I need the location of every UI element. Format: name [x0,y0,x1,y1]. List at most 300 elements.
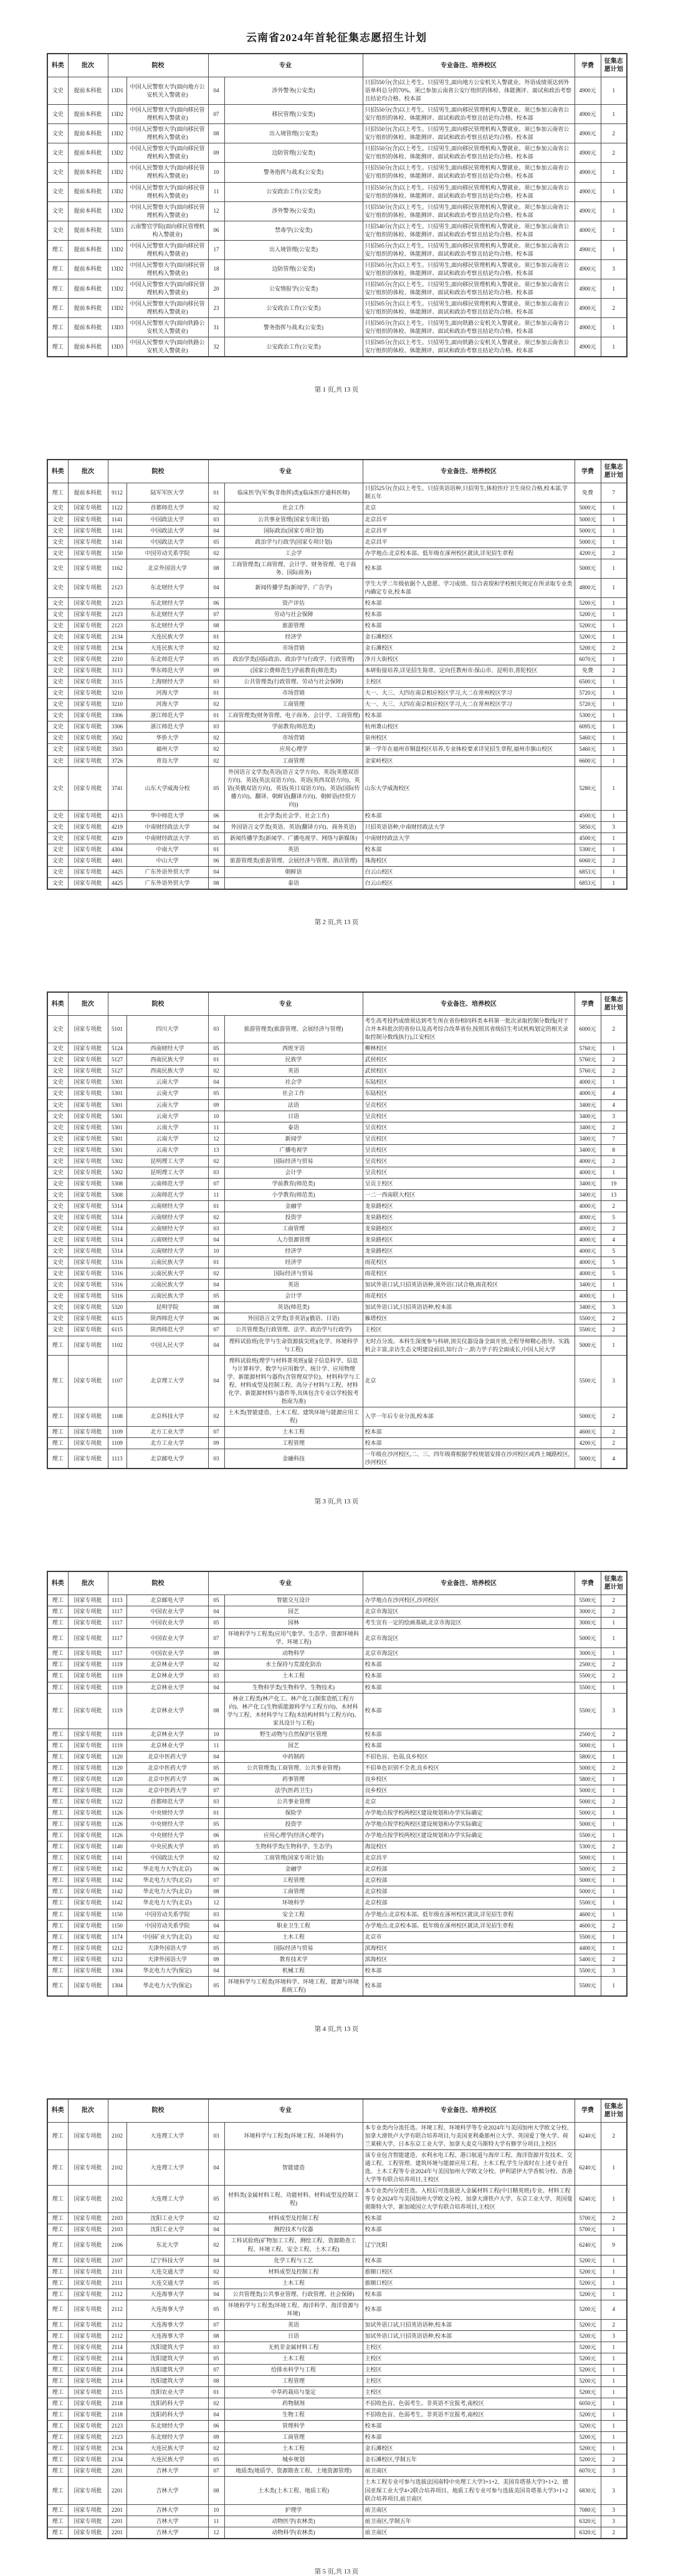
subject-cell: 理工 [47,1853,68,1864]
subject-cell: 文史 [47,1111,68,1122]
subject-cell: 文史 [47,832,68,844]
college-code-cell: 1119 [108,1659,126,1671]
subject-cell: 理工 [47,1618,68,1629]
college-name-cell: 陆军军医大学 [126,483,208,503]
remark-cell: 办学地点在沙河校区,沙河校区 [363,1595,575,1606]
batch-cell: 国家专项批 [68,2122,108,2149]
major-name-cell: 工商管理 [224,1886,363,1898]
fee-cell: 4000元 [575,1200,601,1212]
plan-count-cell: 3 [601,1693,627,1729]
plan-count-cell: 1 [601,710,627,721]
fee-cell: 4000元 [575,1077,601,1088]
batch-cell: 国家专项批 [68,1099,108,1111]
table-row [47,483,627,503]
batch-cell: 国家专项批 [68,1797,108,1808]
batch-cell: 国家专项批 [68,677,108,688]
college-name-cell: 大连民族大学 [126,2443,208,2454]
fee-cell: 5460元 [575,744,601,755]
column-header: 院校 [108,992,208,1016]
batch-cell: 国家专项批 [68,1965,108,1976]
subject-cell: 理工 [47,1693,68,1729]
table-row [47,1407,627,1426]
subject-cell: 理工 [47,279,68,298]
remark-cell: 办学地点:北京校本部。低年级在涿州校区就读,详见招生章程 [363,1920,575,1931]
remark-cell: 只招505分(含)以上考生。只招男生,面向移民管理机构入警就业。须已参加云南省公安厅组织的体检、体能测评、面试和政治考察且结论均合格。校本部 [363,299,575,318]
plan-count-cell: 2 [601,1324,627,1336]
table-row [47,710,627,721]
college-code-cell: 5127 [108,1066,126,1077]
batch-cell: 提前本科批 [68,182,108,201]
major-code-cell: 02 [208,2443,224,2454]
college-code-cell: 2107 [108,2255,126,2266]
fee-cell: 4000元 [575,1268,601,1280]
batch-cell: 国家专项批 [68,2150,108,2186]
fee-cell: 4800元 [575,578,601,597]
subject-cell: 理工 [47,2353,68,2364]
batch-cell: 国家专项批 [68,1875,108,1886]
college-code-cell: 1142 [108,1875,126,1886]
subject-cell: 文史 [47,1122,68,1133]
batch-cell: 国家专项批 [68,688,108,699]
college-name-cell: 东北财经大学 [126,2432,208,2443]
remark-cell: 呈贡校区 [363,1111,575,1122]
college-code-cell: 5301 [108,1122,126,1133]
major-name-cell: 禁毒学(公安类) [224,221,363,240]
major-code-cell: 05 [208,2353,224,2364]
table-row [47,1965,627,1976]
remark-cell: 只招505分(含)以上考生。只招男生,面向铁路公安机关入警就业。须已参加云南省公安厅组织的体检、体能测评、面试和政治考察且结论均合格。校本部 [363,337,575,357]
major-name-cell: 泰语 [224,1122,363,1133]
table-row [47,2330,627,2342]
major-name-cell: 资产评估 [224,597,363,609]
college-code-cell: 4425 [108,878,126,890]
subject-cell: 理工 [47,2410,68,2421]
subject-cell: 文史 [47,1088,68,1099]
college-name-cell: 华中师范大学 [126,810,208,821]
remark-cell: 龙泉路校区 [363,1223,575,1235]
college-code-cell: 4213 [108,810,126,821]
plan-count-cell: 1 [601,810,627,821]
batch-cell: 国家专项批 [68,2504,108,2516]
major-name-cell: (国家公费师范生)学前教育(师范类) [224,665,363,677]
subject-cell: 文史 [47,710,68,721]
major-code-cell: 02 [208,1268,224,1280]
college-name-cell: 大连民族大学 [126,632,208,643]
subject-cell: 理工 [47,337,68,357]
major-code-cell: 03 [208,1016,224,1043]
table-row [47,2289,627,2300]
fee-cell: 5200元 [575,597,601,609]
fee-cell: 5200元 [575,2255,601,2266]
major-code-cell: 04 [208,1682,224,1693]
plan-count-cell: 1 [601,867,627,878]
subject-cell: 文史 [47,143,68,163]
batch-cell: 国家专项批 [68,1133,108,1144]
major-name-cell: 外国语言文学类(英语、英语(翻译方向)、商务英语) [224,821,363,832]
major-code-cell: 04 [208,1336,224,1355]
batch-cell: 国家专项批 [68,710,108,721]
college-name-cell: 北京理工大学 [126,1355,208,1407]
major-name-cell: 社会工作 [224,1088,363,1099]
major-code-cell: 01 [208,1257,224,1268]
table-row [47,2387,627,2398]
major-name-cell: 公安政治工作(公安类) [224,299,363,318]
fee-cell: 5720元 [575,688,601,699]
college-code-cell: 1174 [108,1931,126,1942]
table-row [47,1595,627,1606]
college-code-cell: 1122 [108,503,126,514]
college-code-cell: 5314 [108,1200,126,1212]
major-name-cell: 投资学 [224,1212,363,1223]
major-code-cell: 17 [208,240,224,259]
plan-count-cell: 1 [601,1886,627,1898]
major-name-cell: 新闻学 [224,1133,363,1144]
plan-count-cell: 1 [601,1291,627,1302]
remark-cell: 一二一西南联大校区 [363,1189,575,1200]
major-name-cell: 学前教育(师范类) [224,1178,363,1189]
table-row [47,2122,627,2149]
fee-cell: 5760元 [575,1066,601,1077]
table-row [47,2432,627,2443]
subject-cell: 理工 [47,259,68,279]
major-code-cell: 12 [208,1898,224,1909]
plan-count-cell: 1 [601,1808,627,1819]
page-number-footer: 第 5 页,共 13 页 [314,2568,359,2575]
major-code-cell: 05 [208,2186,224,2213]
plan-count-cell: 7 [601,483,627,503]
column-header: 专业 [208,992,363,1016]
college-name-cell: 华东师范大学 [126,665,208,677]
major-code-cell: 08 [208,1302,224,1313]
fee-cell: 4400元 [575,1942,601,1954]
remark-cell: 旅顺口校区 [363,2266,575,2277]
college-name-cell: 北京中医药大学 [126,1762,208,1773]
subject-cell: 文史 [47,620,68,631]
batch-cell: 国家专项批 [68,1819,108,1830]
plan-count-cell: 1 [601,755,627,766]
plan-count-cell: 1 [601,1043,627,1054]
fee-cell: 5500元 [575,1324,601,1336]
batch-cell: 国家专项批 [68,1122,108,1133]
remark-cell: 校本部 [363,2300,575,2319]
fee-cell: 5200元 [575,2376,601,2387]
major-code-cell: 02 [208,755,224,766]
table-row [47,503,627,514]
subject-cell: 理工 [47,2319,68,2330]
major-code-cell: 04 [208,1280,224,1291]
batch-cell: 国家专项批 [68,2410,108,2421]
major-code-cell: 04 [208,1606,224,1618]
college-name-cell: 北京科技大学 [126,1407,208,1426]
batch-cell: 国家专项批 [68,1246,108,1257]
plan-count-cell: 2 [601,1606,627,1618]
major-code-cell: 11 [208,1189,224,1200]
subject-cell: 理工 [47,1595,68,1606]
plan-count-cell: 19 [601,1178,627,1189]
subject-cell: 文史 [47,810,68,821]
table-row [47,559,627,578]
plan-count-cell: 1 [601,240,627,259]
college-name-cell: 中山大学 [126,856,208,867]
plan-count-cell: 4 [601,1088,627,1099]
remark-cell: 东陆校区 [363,1077,575,1088]
major-code-cell: 02 [208,2213,224,2224]
fee-cell: 4900元 [575,124,601,143]
fee-cell: 3400元 [575,1144,601,1155]
major-code-cell: 18 [208,259,224,279]
remark-cell: 校本部 [363,1693,575,1729]
remark-cell: 柳林校区 [363,1043,575,1054]
fee-cell: 5500元 [575,1976,601,1996]
remark-cell: 主校区 [363,2342,575,2353]
plan-count-cell: 3 [601,259,627,279]
college-code-cell: 4425 [108,867,126,878]
table-row [47,259,627,279]
subject-cell: 理工 [47,1355,68,1407]
batch-cell: 国家专项批 [68,2466,108,2477]
subject-cell: 理工 [47,1426,68,1437]
major-code-cell: 06 [208,810,224,821]
subject-cell: 理工 [47,1875,68,1886]
college-code-cell: 2123 [108,620,126,631]
table-row [47,1853,627,1864]
batch-cell: 国家专项批 [68,856,108,867]
major-name-cell: 国际经济与贸易 [224,1155,363,1167]
fee-cell: 5000元 [575,1875,601,1886]
college-name-cell: 中国劳动关系学院 [126,1920,208,1931]
major-name-cell: 环境科学 [224,1898,363,1909]
table-row [47,844,627,855]
batch-cell: 国家专项批 [68,632,108,643]
remark-cell: 不招单色识别不全者,良乡校区 [363,1762,575,1773]
subject-cell: 文史 [47,1235,68,1246]
remark-cell: 武侯校区 [363,1054,575,1066]
table-row [47,2342,627,2353]
batch-cell: 国家专项批 [68,832,108,844]
college-code-cell: 13D2 [108,143,126,163]
plan-count-cell: 2 [601,548,627,559]
major-name-cell: 社会学 [224,1077,363,1088]
batch-cell: 国家专项批 [68,1178,108,1189]
fee-cell: 6240元 [575,2150,601,2186]
major-name-cell: 移民管理(公安类) [224,105,363,124]
college-name-cell: 中国政法大学 [126,536,208,548]
header-row [47,1571,627,1595]
college-code-cell: 2123 [108,597,126,609]
plan-count-cell: 3 [601,1302,627,1313]
subject-cell: 理工 [47,1864,68,1875]
major-code-cell: 01 [208,2387,224,2398]
subject-cell: 文史 [47,1016,68,1043]
fee-cell: 5300元 [575,844,601,855]
major-code-cell: 03 [208,1449,224,1469]
college-code-cell: 2102 [108,2186,126,2213]
college-code-cell: 53D3 [108,221,126,240]
college-name-cell: 河海大学 [126,688,208,699]
table-row [47,766,627,810]
plan-count-cell: 3 [601,2516,627,2527]
remark-cell: 金石滩校区 [363,2443,575,2454]
major-name-cell: 工商管理(国家专项计划) [224,1853,363,1864]
batch-cell: 提前本科批 [68,259,108,279]
fee-cell: 5000元 [575,514,601,525]
college-name-cell: 中国人民大学 [126,1336,208,1355]
fee-cell: 6000元 [575,1016,601,1043]
subject-cell: 理工 [47,2255,68,2266]
major-code-cell: 05 [208,1976,224,1996]
enrollment-plan-table [47,459,628,890]
major-code-cell: 07 [208,2466,224,2477]
table-row [47,525,627,536]
plan-count-cell: 2 [601,1595,627,1606]
remark-cell: 不招色盲、色弱,良乡校区 [363,1751,575,1762]
subject-cell: 文史 [47,643,68,654]
college-code-cell: 2123 [108,609,126,620]
college-name-cell: 大连理工大学 [126,2186,208,2213]
college-name-cell: 东北财经大学 [126,578,208,597]
plan-count-cell: 1 [601,2186,627,2213]
major-name-cell: 教育技术学 [224,1954,363,1965]
batch-cell: 国家专项批 [68,1111,108,1122]
college-name-cell: 中国人民警察大学(面向移民管理机构入警就业) [126,279,208,298]
college-name-cell: 云南财经大学 [126,1246,208,1257]
enrollment-plan-table [47,53,628,357]
fee-cell: 5000元 [575,525,601,536]
major-name-cell: 土木工程 [224,2277,363,2289]
table-row [47,632,627,643]
table-row [47,2410,627,2421]
remark-cell: 雨花校区 [363,1268,575,1280]
college-code-cell: 1119 [108,1671,126,1682]
table-row [47,514,627,525]
college-name-cell: 云南大学 [126,1111,208,1122]
college-name-cell: 山东大学威海分校 [126,766,208,810]
table-row [47,1189,627,1200]
batch-cell: 提前本科批 [68,483,108,503]
major-name-cell: 金融学 [224,1864,363,1875]
major-name-cell: 材料成型及控制工程 [224,2266,363,2277]
college-name-cell: 云南民族大学 [126,1268,208,1280]
plan-count-cell: 1 [601,318,627,337]
fee-cell: 5500元 [575,1313,601,1324]
major-code-cell: 05 [208,1942,224,1954]
table-row [47,2213,627,2224]
fee-cell: 4000元 [575,1155,601,1167]
major-code-cell: 04 [208,867,224,878]
college-name-cell: 东北财经大学 [126,620,208,631]
remark-cell: 良乡校区 [363,1773,575,1785]
remark-cell: 呈贡校区 [363,1155,575,1167]
college-code-cell: 1126 [108,1830,126,1841]
remark-cell: 本专业类内分流任选。环境工程、环境科学等专业2024年与美国加州大学欧文分校、加拿大滑铁卢大学有联合培养项目,与美国亚利桑那州立大学、英国爱丁堡大学、荷兰莱顿大学、日本东京工业大学、加拿大麦克马斯特大学有修学分项目,主校区 [363,2122,575,2149]
subject-cell: 理工 [47,1740,68,1751]
remark-cell: 金石滩校区 [363,643,575,654]
page-number-footer: 第 1 页,共 13 页 [314,387,359,394]
table-row [47,1313,627,1324]
batch-cell: 国家专项批 [68,821,108,832]
plan-count-cell: 2 [601,2454,627,2466]
major-code-cell: 07 [208,1426,224,1437]
college-code-cell: 2111 [108,2266,126,2277]
fee-cell: 4500元 [575,832,601,844]
major-code-cell: 04 [208,2150,224,2186]
plan-count-cell: 2 [601,1122,627,1133]
batch-cell: 国家专项批 [68,1954,108,1965]
table-row [47,620,627,631]
subject-cell: 文史 [47,1246,68,1257]
major-code-cell: 11 [208,182,224,201]
remark-cell: 只招英语语种,中南财经政法大学 [363,821,575,832]
college-name-cell: 北京邮电大学 [126,1595,208,1606]
subject-cell: 理工 [47,1942,68,1954]
plan-count-cell: 1 [601,2150,627,2186]
major-code-cell: 09 [208,2432,224,2443]
remark-cell: 呈贡校区 [363,1133,575,1144]
plan-count-cell: 1 [601,832,627,844]
plan-count-cell: 1 [601,2387,627,2398]
remark-cell: 雨花校区 [363,1291,575,1302]
college-name-cell: 中国农业大学 [126,1629,208,1648]
plan-count-cell: 3 [601,2330,627,2342]
remark-cell: 主校区 [363,2365,575,2376]
table-row [47,2236,627,2255]
batch-cell: 国家专项批 [68,1212,108,1223]
major-name-cell: 边防管理(公安类) [224,259,363,279]
plan-count-cell: 1 [601,2398,627,2410]
plan-count-cell: 1 [601,699,627,710]
header-row [47,54,627,77]
remark-cell: 只招550分(含)以上考生。只招男生,面向移民管理机构入警就业。须已参加云南省公安厅组织的体检、体能测评、面试和政治考察且结论均合格。校本部 [363,201,575,221]
college-code-cell: 1142 [108,1886,126,1898]
college-code-cell: 2201 [108,2516,126,2527]
college-name-cell: 浙江师范大学 [126,710,208,721]
batch-cell: 国家专项批 [68,1449,108,1469]
college-code-cell: 3741 [108,766,126,810]
subject-cell: 文史 [47,182,68,201]
major-name-cell: 金融学 [224,1200,363,1212]
batch-cell: 国家专项批 [68,1693,108,1729]
subject-cell: 理工 [47,2466,68,2477]
college-code-cell: 2201 [108,2466,126,2477]
college-name-cell: 中南财经政法大学 [126,832,208,844]
college-name-cell: 中央财经大学 [126,1808,208,1819]
major-name-cell: 动物科学 [224,1648,363,1659]
batch-cell: 国家专项批 [68,1235,108,1246]
table-row [47,1280,627,1291]
plan-count-cell: 5 [601,1257,627,1268]
fee-cell: 3400元 [575,1133,601,1144]
table-row [47,1606,627,1618]
fee-cell: 4000元 [575,1167,601,1178]
major-code-cell: 07 [208,1629,224,1648]
college-code-cell: 4401 [108,856,126,867]
major-code-cell: 06 [208,597,224,609]
major-name-cell: 工商管理 [224,2432,363,2443]
subject-cell: 文史 [47,503,68,514]
subject-cell: 理工 [47,2236,68,2255]
batch-cell: 国家专项批 [68,559,108,578]
enrollment-plan-table [47,991,628,1469]
plan-count-cell: 1 [601,2443,627,2454]
remark-cell: 办学地点按学校两校区建设规划和办学实际确定 [363,1830,575,1841]
fee-cell: 4900元 [575,299,601,318]
plan-count-cell: 1 [601,2224,627,2236]
batch-cell: 国家专项批 [68,1438,108,1449]
remark-cell: 校本部 [363,597,575,609]
college-name-cell: 华侨大学 [126,733,208,744]
remark-cell: 前卫南区 [363,2504,575,2516]
college-code-cell: 2112 [108,2289,126,2300]
